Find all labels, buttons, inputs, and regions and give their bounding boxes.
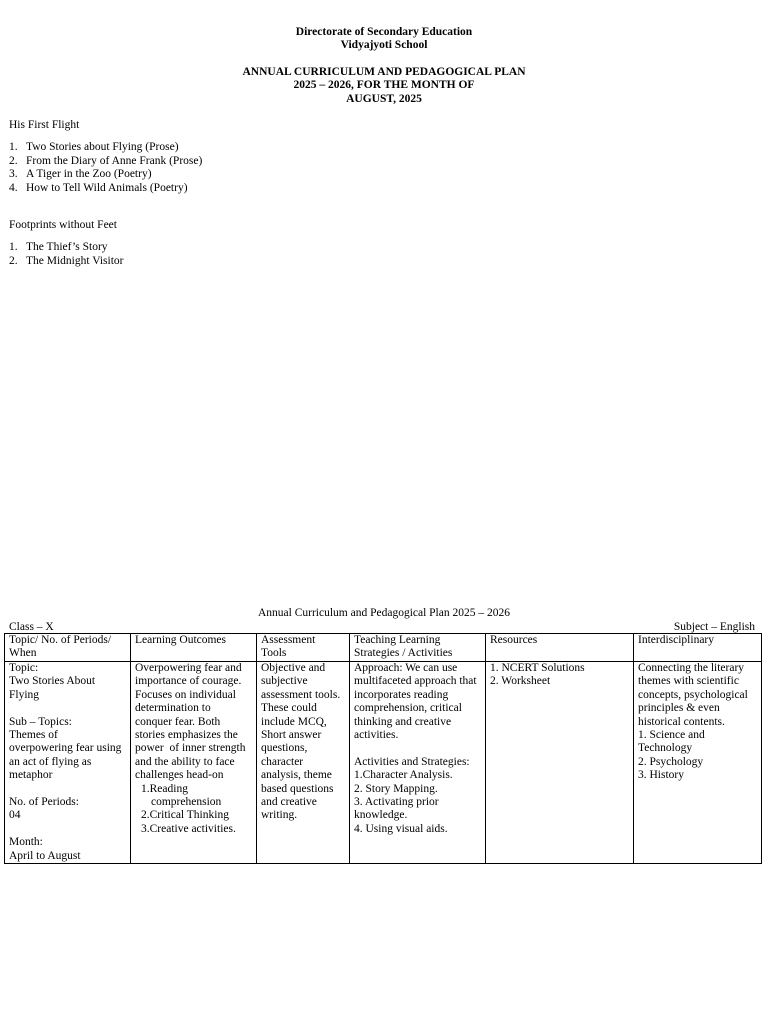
list-item: 3. A Tiger in the Zoo (Poetry): [9, 168, 152, 181]
document-header: [0, 26, 768, 106]
cell-interdisciplinary: Connecting the literary themes with scientific concepts, psychological principles & even historical contents. 1. Science and Technology 2. Psychology 3. History: [634, 662, 762, 864]
cell-topic: Topic: Two Stories About Flying Sub – Topics: Themes of overpowering fear using an act of flying as metaphor No. of Periods: 04 Month: April to August: [5, 662, 131, 864]
cell-teaching-strategies: Approach: We can use multifaceted approach that incorporates reading comprehension, critical thinking and creative activities. Activities and Strategies: 1.Character Analysis. 2. Story Mapping. 3. Activating prior knowledge. 4. Using visual aids.: [350, 662, 486, 864]
table-header-row: [5, 634, 762, 662]
cell-learning-outcomes: Overpowering fear and importance of courage. Focuses on individual determination to conquer fear. Both stories emphasizes the power of inner strength and the ability to face challenges head-on 1.Reading comprehension 2.Critical Thinking 3.Creative activities.: [131, 662, 257, 864]
plan-heading-line-3: AUGUST, 2025: [346, 92, 422, 105]
directorate-name: Directorate of Secondary Education: [295, 26, 473, 38]
cell-resources: 1. NCERT Solutions 2. Worksheet: [486, 662, 634, 864]
table-row: [5, 662, 762, 864]
header-learning-outcomes: Learning Outcomes: [131, 634, 257, 662]
book-footprints-without-feet: [9, 219, 409, 268]
plan-heading-line-1: ANNUAL CURRICULUM AND PEDAGOGICAL PLAN: [242, 65, 526, 78]
subject-label: Subject – English: [673, 621, 755, 633]
list-item: 4. How to Tell Wild Animals (Poetry): [9, 181, 188, 194]
list-item: 2. The Midnight Visitor: [9, 254, 124, 267]
plan-heading-line-2: 2025 – 2026, FOR THE MONTH OF: [293, 79, 475, 92]
class-label: Class – X: [9, 621, 54, 633]
plan-table-title: Annual Curriculum and Pedagogical Plan 2025 – 2026: [257, 607, 510, 619]
curriculum-plan-table: [4, 633, 762, 864]
list-item: 1. The Thief’s Story: [9, 241, 108, 254]
list-item: 2. From the Diary of Anne Frank (Prose): [9, 154, 203, 167]
header-interdisciplinary: Interdisciplinary: [634, 634, 762, 662]
header-topic: Topic/ No. of Periods/ When: [5, 634, 131, 662]
chapter-list: [9, 241, 409, 268]
header-teaching-strategies: Teaching Learning Strategies / Activities: [350, 634, 486, 662]
school-name: Vidyajyoti School: [340, 39, 428, 52]
header-resources: Resources: [486, 634, 634, 662]
chapter-list: [9, 141, 409, 195]
book-title: His First Flight: [9, 119, 80, 131]
list-item: 1. Two Stories about Flying (Prose): [9, 141, 179, 154]
book-title: Footprints without Feet: [9, 219, 117, 231]
cell-assessment-tools: Objective and subjective assessment tools. These could include MCQ, Short answer questions, character analysis, theme based questions and creative writing.: [257, 662, 350, 864]
book-his-first-flight: [9, 119, 409, 195]
header-assessment-tools: Assessment Tools: [257, 634, 350, 662]
